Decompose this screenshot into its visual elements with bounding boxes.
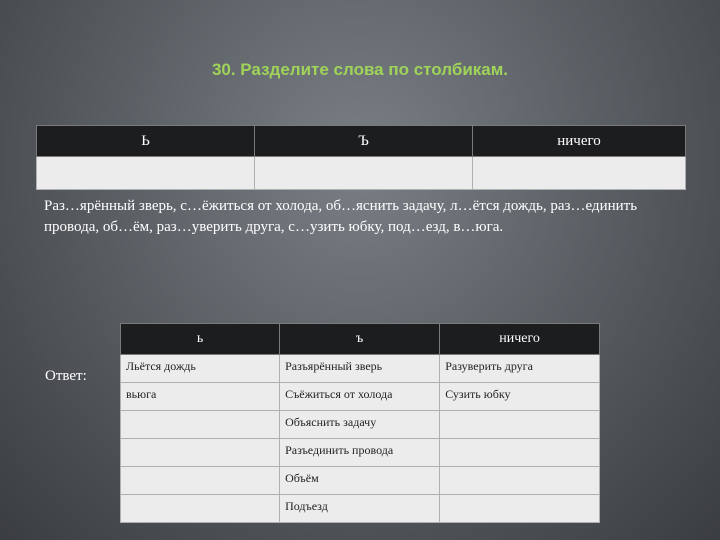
answer-cell: Разъярённый зверь: [280, 355, 440, 383]
answer-label: Ответ:: [45, 368, 87, 384]
answer-cell: Объяснить задачу: [280, 411, 440, 439]
task-header-hard-sign: Ъ: [255, 126, 473, 157]
answer-cell: Съёжиться от холода: [280, 383, 440, 411]
answer-header-nothing: ничего: [440, 324, 600, 355]
answer-cell: Разъединить провода: [280, 439, 440, 467]
answer-row: [121, 383, 600, 411]
answer-cell: [440, 439, 600, 467]
answer-row: [121, 411, 600, 439]
task-cell-nothing: [473, 157, 686, 190]
task-header-nothing: ничего: [473, 126, 686, 157]
answer-cell: [440, 495, 600, 523]
answer-cell: [121, 439, 280, 467]
answer-cell: [121, 467, 280, 495]
answer-cell: Сузить юбку: [440, 383, 600, 411]
answer-cell: Льётся дождь: [121, 355, 280, 383]
answer-row: [121, 495, 600, 523]
answer-header-soft-sign: ь: [121, 324, 280, 355]
answer-cell: Объём: [280, 467, 440, 495]
answer-row: [121, 467, 600, 495]
answer-table: [120, 323, 600, 523]
answer-row: [121, 355, 600, 383]
task-text: Раз…ярённый зверь, с…ёжиться от холода, об…яснить задачу, л…ётся дождь, раз…единить провода, об…ём, раз…уверить друга, с…узить юбку, под…езд, в…юга.: [44, 198, 638, 235]
task-cell-soft-sign: [37, 157, 255, 190]
task-header-soft-sign: Ь: [37, 126, 255, 157]
answer-cell: вьюга: [121, 383, 280, 411]
answer-cell: [440, 411, 600, 439]
answer-row: [121, 439, 600, 467]
answer-cell: Разуверить друга: [440, 355, 600, 383]
answer-cell: [121, 495, 280, 523]
task-cell-hard-sign: [255, 157, 473, 190]
answer-cell: [440, 467, 600, 495]
answer-cell: Подъезд: [280, 495, 440, 523]
slide-title: 30. Разделите слова по столбикам.: [211, 60, 509, 79]
task-table: [36, 125, 686, 190]
answer-header-hard-sign: ъ: [280, 324, 440, 355]
answer-cell: [121, 411, 280, 439]
